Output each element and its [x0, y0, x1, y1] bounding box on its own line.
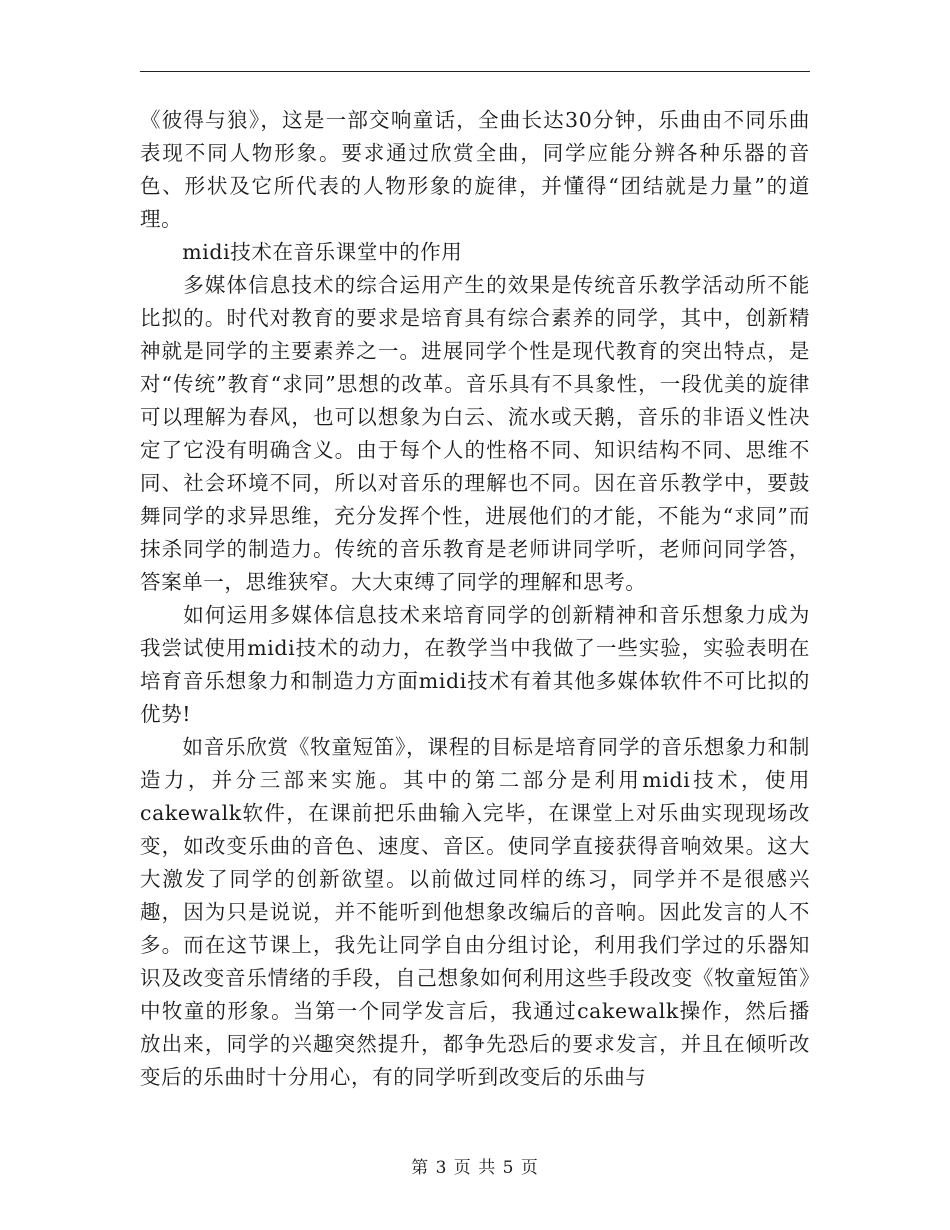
paragraph-midi-motivation: 如何运用多媒体信息技术来培育同学的创新精神和音乐想象力成为我尝试使用midi技术的动力，在教学当中我做了一些实验，实验表明在培育音乐想象力和制造力方面midi技术有着其他多媒体软件不可比拟的优势!: [140, 603, 810, 726]
paragraph-peter-and-wolf: 《彼得与狼》，这是一部交响童话，全曲长达30分钟，乐曲由不同乐曲表现不同人物形象。要求通过欣赏全曲，同学应能分辨各种乐器的音色、形状及它所代表的人物形象的旋律，并懂得“团结就是力量”的道理。: [140, 108, 810, 231]
page-number-footer: 第 3 页 共 5 页: [411, 1158, 539, 1178]
paragraph-shepherd-flute: 如音乐欣赏《牧童短笛》，课程的目标是培育同学的音乐想象力和制造力，并分三部来实施。其中的第二部分是利用midi技术，使用cakewalk软件，在课前把乐曲输入完毕，在课堂上对乐曲实现现场改变，如改变乐曲的音色、速度、音区。使同学直接获得音响效果。这大大激发了同学的创新欲望。以前做过同样的练习，同学并不是很感兴趣，因为只是说说，并不能听到他想象改编后的音响。因此发言的人不多。而在这节课上，我先让同学自由分组讨论，利用我们学过的乐器知识及改变音乐情绪的手段，自己想象如何利用这些手段改变《牧童短笛》中牧童的形象。当第一个同学发言后，我通过cakewalk操作，然后播放出来，同学的兴趣突然提升，都争先恐后的要求发言，并且在倾听改变后的乐曲时十分用心，有的同学听到改变后的乐曲与: [140, 735, 810, 1089]
section-heading-midi: midi技术在音乐课堂中的作用: [140, 240, 463, 264]
document-body: [140, 104, 810, 1094]
paragraph-multimedia: 多媒体信息技术的综合运用产生的效果是传统音乐教学活动所不能比拟的。时代对教育的要求是培育具有综合素养的同学，其中，创新精神就是同学的主要素养之一。进展同学个性是现代教育的突出特点，是对“传统”教育“求同”思想的改革。音乐具有不具象性，一段优美的旋律可以理解为春风，也可以想象为白云、流水或天鹅，音乐的非语义性决定了它没有明确含义。由于每个人的性格不同、知识结构不同、思维不同、社会环境不同，所以对音乐的理解也不同。因在音乐教学中，要鼓舞同学的求异思维，充分发挥个性，进展他们的才能，不能为“求同”而抹杀同学的制造力。传统的音乐教育是老师讲同学听，老师问同学答，答案单一，思维狭窄。大大束缚了同学的理解和思考。: [140, 273, 810, 594]
header-rule: [140, 71, 810, 72]
